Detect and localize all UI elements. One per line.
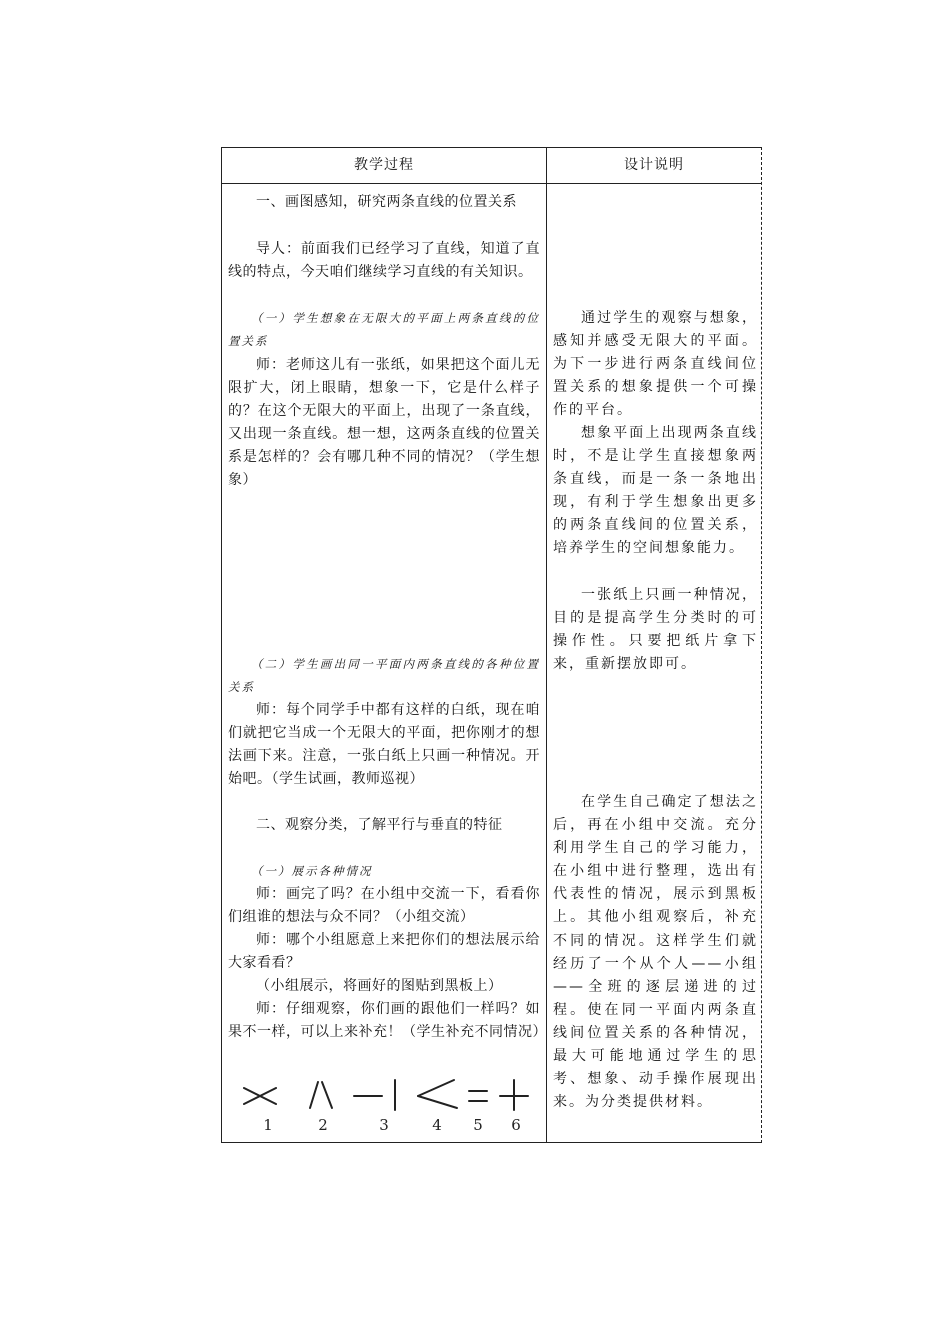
table-header-row <box>222 148 761 184</box>
figure-label-4: 4 <box>432 1116 442 1134</box>
note-observe-imagine: 通过学生的观察与想象，感知并感受无限大的平面。为下一步进行两条直线间位置关系的想象提供一个可操作的平台。 <box>553 310 758 419</box>
header-design-notes: 设计说明 <box>624 157 684 173</box>
figure-4-line-b <box>418 1096 457 1108</box>
line-relations-figure <box>232 1078 542 1138</box>
figure-4-line-a <box>418 1080 454 1096</box>
figure-label-2: 2 <box>318 1116 328 1134</box>
figure-label-1: 1 <box>263 1116 273 1134</box>
teacher-exchange-paragraph: 师：画完了吗？在小组中交流一下，看看你们组谁的想法与众不同？（小组交流） <box>228 886 540 926</box>
column-divider <box>546 148 547 1142</box>
teacher-paper-paragraph: 师：老师这儿有一张纸，如果把这个面儿无限扩大，闭上眼睛，想象一下，它是什么样子的？在这个无限大的平面上，出现了一条直线，又出现一条直线。想一想，这两条直线的位置关系是怎样的？会有哪几种不同的情况？（学生想象） <box>228 357 540 489</box>
teacher-draw-paragraph: 师：每个同学手中都有这样的白纸，现在咱们就把它当成一个无限大的平面，把你刚才的想法画下来。注意，一张白纸上只画一种情况。开始吧。（学生试画，教师巡视） <box>228 702 540 788</box>
figure-2-line-a <box>310 1082 318 1108</box>
intro-paragraph: 导人：前面我们已经学习了直线，知道了直线的特点，今天咱们继续学习直线的有关知识。 <box>228 241 540 281</box>
subsection-show-heading: （一）展示各种情况 <box>251 864 373 878</box>
header-teaching-process: 教学过程 <box>354 157 414 173</box>
teacher-observe-paragraph: 师：仔细观察，你们画的跟他们一样吗？如果不一样，可以上来补充！（学生补充不同情况） <box>228 1001 547 1041</box>
note-one-case-per-paper: 一张纸上只画一种情况，目的是提高学生分类时的可操作性。只要把纸片拿下来，重新摆放即可。 <box>553 587 758 673</box>
section-two-heading: 二、观察分类，了解平行与垂直的特征 <box>256 817 503 833</box>
note-lines-appear: 想象平面上出现两条直线时，不是让学生直接想象两条直线，而是一条一条地出现，有利于学生想象出更多的两条直线间的位置关系，培养学生的空间想象能力。 <box>553 425 758 557</box>
group-show-paragraph: （小组展示，将画好的图贴到黑板上） <box>256 978 503 994</box>
lesson-plan-table <box>221 147 762 1143</box>
section-one-heading: 一、画图感知，研究两条直线的位置关系 <box>256 194 517 210</box>
subsection-draw-heading: （二）学生画出同一平面内两条直线的各种位置关系 <box>228 657 540 695</box>
teacher-show-paragraph: 师：哪个小组愿意上来把你们的想法展示给大家看看？ <box>228 932 540 972</box>
figure-2-line-b <box>322 1082 332 1108</box>
figure-label-5: 5 <box>473 1116 483 1134</box>
subsection-imagine-heading: （一）学生想象在无限大的平面上两条直线的位置关系 <box>228 311 540 349</box>
figure-label-6: 6 <box>511 1116 521 1134</box>
figure-label-3: 3 <box>379 1116 389 1134</box>
note-group-exchange: 在学生自己确定了想法之后，再在小组中交流。充分利用学生自己的学习能力，在小组中进行整理，选出有代表性的情况，展示到黑板上。其他小组观察后，补充不同的情况。这样学生们就经历了一个从个人——小组——全班的逐层递进的过程。使在同一平面内两条直线间位置关系的各种情况，最大可能地通过学生的思考、想象、动手操作展现出来。为分类提供材料。 <box>553 794 758 1111</box>
